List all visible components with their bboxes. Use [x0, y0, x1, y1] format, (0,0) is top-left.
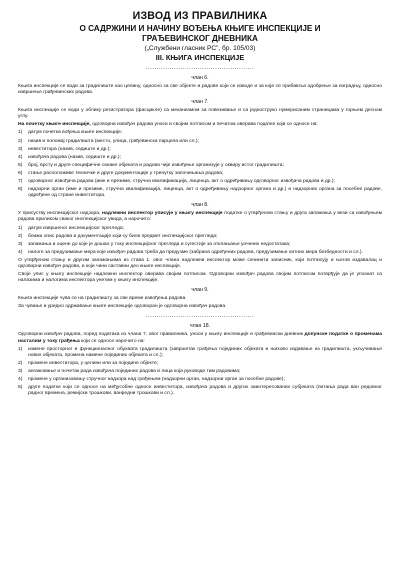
article-7-list — [18, 130, 382, 199]
article-8-list — [18, 226, 382, 256]
article-9-label: члан 9. — [191, 287, 209, 294]
list-item: 7) одговорног извођача радова (име и презиме, стручна квалификација, лиценца, акт о одређивању одговорног извођача радова и др.); — [18, 179, 335, 185]
article-8-paragraph-2: О утврђеном стању и другим запажањима из става 1. овог члана надлежни инспектор може сачинити записник, који потписују и његов издавалац и одговорни извођач радова, и који чини саставни део књиге инспекције. — [18, 257, 382, 269]
list-item: 1) датум почетка вођења књиге инспекције; — [18, 130, 123, 136]
list-item: 4) промене у организовању стручног надзора над грађењем (надзорни орган, надзорни орган за посебне радове); — [18, 377, 285, 382]
article-9-paragraph-2: За чување и уредно одржавање књиге инспекције одговоран је одговорни извођач радова. — [18, 304, 227, 310]
list-item: 5) друге податке који се односе на међусобне односе инвеститора, извођача радова и других заинтересованих субјеката (питања рада ван редовног радног времена, режијски трошкови, ванредни трошкови и сл.). — [18, 385, 382, 397]
article-9-paragraph-1: Књига инспекције чува се на градилишту за све време извођења радова. — [18, 296, 187, 302]
subtitle-line-1: О САДРЖИНИ И НАЧИНУ ВОЂЕЊА КЊИГЕ ИНСПЕКЦИЈЕ И — [79, 24, 321, 33]
article-7-label: члан 7. — [191, 99, 209, 106]
separator-top: .................................................. — [145, 65, 255, 71]
article-18-list — [18, 347, 382, 398]
article-18-paragraph-1: Одговорни извођач радова, поред података из члана 7. овог правилника, уноси у књигу инспекције и грађевински дневник допунске податке о променама насталим у току грађења који се односе нарочито на: — [18, 332, 382, 344]
subtitle-line-2: ГРАЂЕВИНСКОГ ДНЕВНИКА — [142, 34, 258, 43]
list-item: 5) број, врсту и друге специфичне ознаке објеката и радова чије извођење организује у оквиру истог градилишта; — [18, 162, 284, 168]
article-8-bold-phrase: надлежни инспектор уписује у књигу инспекције — [102, 211, 223, 217]
article-7-paragraph-1: Књига инспекције се води у облику регистратора (фасцикле) са механизмом за повезивање и са једнострукo нумерисаним страницама у горњем десном углу. — [18, 108, 382, 120]
list-item: 2) промене инвеститора, у целини или за поједине објекте; — [18, 360, 159, 366]
article-8-paragraph-1: У присуству инспекцијског надзора, надлежни инспектор уписује у књигу инспекције податке о утврђеном стању и друга запажања у вези са извођењем радова приликом сваког инспекцијског увида, а нарочито: — [18, 211, 382, 223]
separator-middle: .................................................. — [145, 313, 255, 320]
gazette-reference: („Службени гласник РС”, бр. 105/03) — [144, 45, 256, 52]
section-heading: III. КЊИГА ИНСПЕКЦИЈЕ — [155, 53, 245, 62]
list-item: 2) назив и положај градилишта (место, улица, грађевинска парцела или сл.); — [18, 138, 199, 144]
article-7-lead-rest: одговорни извођач радова уноси и својим потписом и печатом оверава податке који се односе на: — [90, 122, 318, 128]
article-18-label: члан 18. — [189, 323, 211, 330]
article-7-paragraph-2 — [18, 122, 382, 128]
article-8-label: члан 8. — [191, 202, 209, 209]
article-8-paragraph-3: Своје упис у књигу инспекције надлежни инспектор оверава својим потписом. Одговорни извођач радова својим потписом потврђује да је упознат са налазима и налогима инспектора унетим у књигу инспекције. — [18, 272, 382, 284]
article-6-label: члан 6. — [191, 75, 209, 81]
list-item: 3) ангажовање и почетак рада извођача појединих радова и лица која руководе тим радовима; — [18, 368, 241, 374]
document-subtitle — [18, 24, 382, 44]
document-title: ИЗВОД ИЗ ПРАВИЛНИКА — [132, 10, 268, 22]
article-6-text: Књига инспекције се води за градилиште као целину, односно за све објекте и радове који се изводе и за које се прибавља одобрење за изградњу, односно извршење грађевинских радова. — [18, 84, 382, 96]
list-item: 2) ближи опис радова и документације који су били предмет инспекцијског прегледа; — [18, 233, 218, 239]
list-item: 1) датум извршеног инспекцијског прегледа; — [18, 225, 124, 231]
article-7-bold-lead: На почетку књиге инспекције, — [18, 122, 91, 128]
article-18-bold-phrase: допунске податке о променама насталим у току грађења — [18, 332, 382, 344]
list-item: 1) измене просторног и функционалног обухвата градилишта (завршетак грађења појединих објеката и њихово издавање из градилишта, укључивање нових објеката, промена намене појединих објеката и сл.); — [18, 346, 382, 358]
list-item: 3) инвеститора (назив, седиште и др.); — [18, 146, 111, 152]
list-item: 6) стање расположиве техничке и друге документације у тренутку започињања радова; — [18, 170, 224, 176]
list-item: 4) извођача радова (назив, седиште и др.); — [18, 154, 121, 160]
list-item: 8) надзорни орган (име и презиме, стручна квалификација, лиценца, акт о одређивању надзорног органа и др.) и надзорних органа за посебне радове, одређене од стране инвеститора. — [18, 187, 382, 199]
list-item: 3) запажања и оцене до које је дошао у току инспекцијског прегледа и сугестије за отклањање уочених недостатака; — [18, 241, 291, 247]
list-item: 4) налоге за предузимање мера које извођач радова треба да предузме (забрана одређених радова, предузимање хитних мера безбедности и сл.). — [18, 249, 363, 255]
